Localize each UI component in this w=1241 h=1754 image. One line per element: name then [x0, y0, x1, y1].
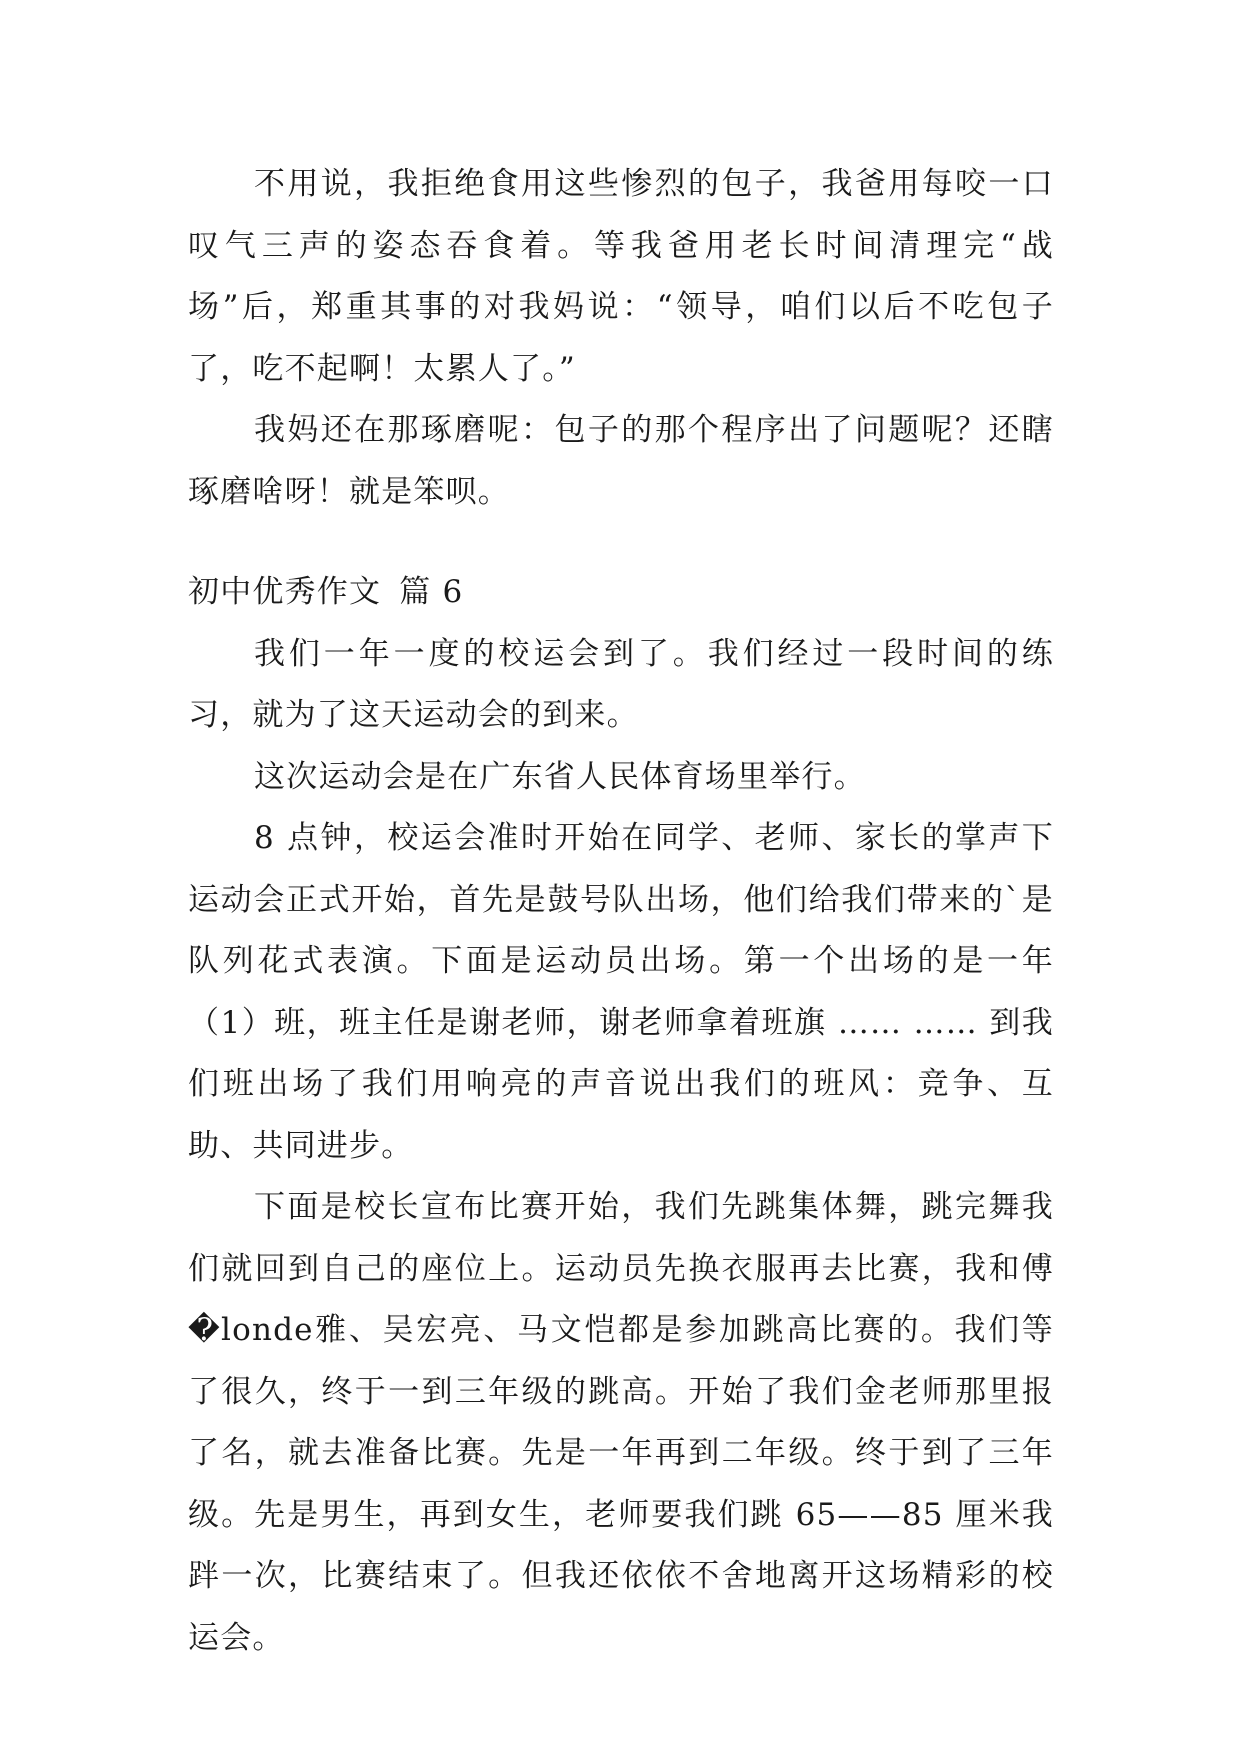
paragraph: 这次运动会是在广东省人民体育场里举行。	[254, 758, 866, 795]
paragraph: 不用说，我拒绝食用这些惨烈的包子，我爸用每咬一口叹气三声的姿态吞食着。等我爸用老长时间清理完“战场”后，郑重其事的对我妈说：“领导，咱们以后不吃包子了，吃不起啊！太累人了。”	[188, 166, 1054, 387]
paragraph: 8 点钟，校运会准时开始在同学、老师、家长的掌声下运动会正式开始，首先是鼓号队出场，他们给我们带来的`是队列花式表演。下面是运动员出场。第一个出场的是一年（1）班，班主任是谢老师，谢老师拿着班旗 …… …… 到我们班出场了我们用响亮的声音说出我们的班风：竞争、互助、共同进步。	[188, 820, 1054, 1164]
paragraph: 我们一年一度的校运会到了。我们经过一段时间的练习，就为了这天运动会的到来。	[188, 635, 1054, 733]
section-heading	[188, 562, 1054, 624]
essay-continuation	[188, 154, 1054, 523]
paragraph: 我妈还在那琢磨呢：包子的那个程序出了问题呢？还瞎琢磨啥呀！就是笨呗。	[188, 412, 1054, 510]
section-heading-number: 篇 6	[399, 574, 464, 610]
essay-section-6	[188, 562, 1054, 1669]
section-heading-title: 初中优秀作文	[188, 574, 382, 610]
paragraph: 下面是校长宣布比赛开始，我们先跳集体舞，跳完舞我们就回到自己的座位上。运动员先换衣服再去比赛，我和傅�londe雅、吴宏亮、马文恺都是参加跳高比赛的。我们等了很久，终于一到三年级的跳高。开始了我们金老师那里报了名，就去准备比赛。先是一年再到二年级。终于到了三年级。先是男生，再到女生，老师要我们跳 65——85 厘米我跘一次，比赛结束了。但我还依依不舍地离开这场精彩的校运会。	[188, 1189, 1054, 1656]
